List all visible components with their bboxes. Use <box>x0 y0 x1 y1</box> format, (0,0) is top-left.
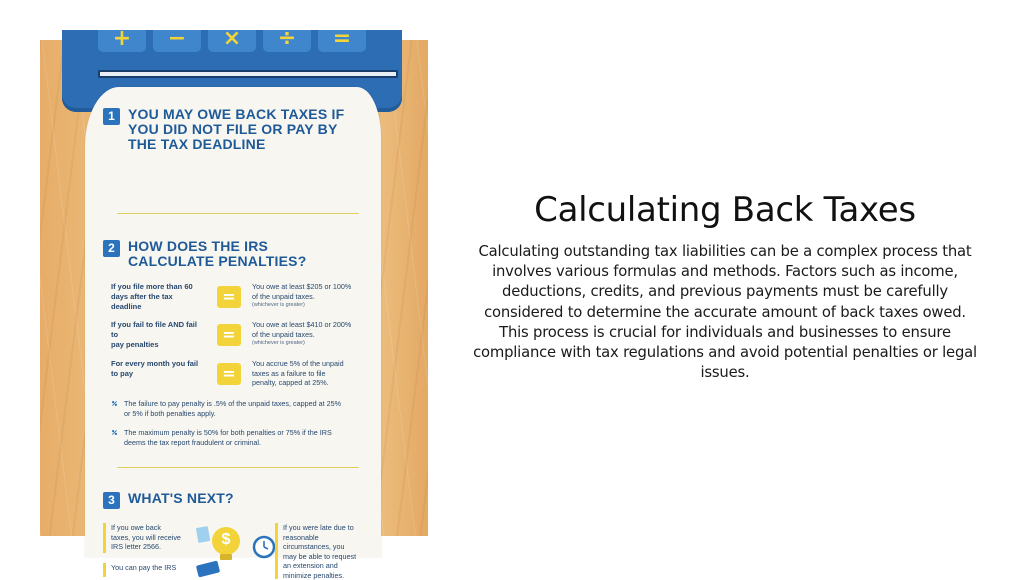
section-divider <box>117 467 359 468</box>
penalty-condition: If you fail to file AND fail to pay penalties <box>111 320 197 349</box>
slide-title: Calculating Back Taxes <box>534 190 916 230</box>
penalty-bullet <box>111 428 369 447</box>
next-step-extension <box>275 523 356 579</box>
next-step-pay <box>103 563 176 577</box>
penalty-result: You accrue 5% of the unpaid taxes as a failure to file penalty, capped at 25%. <box>252 359 344 387</box>
penalty-row <box>111 359 369 399</box>
penalty-condition: For every month you fail to pay <box>111 359 199 378</box>
section-1-heading <box>103 107 344 152</box>
section-2-number: 2 <box>103 240 120 257</box>
penalty-result <box>252 282 372 309</box>
dollar-icon: $ <box>221 531 231 548</box>
next-step-letter <box>103 523 181 553</box>
percent-icon <box>111 400 118 407</box>
penalty-result <box>252 320 372 347</box>
section-1-title: YOU MAY OWE BACK TAXES IF YOU DID NOT FILE OR PAY BY THE TAX DEADLINE <box>128 106 345 152</box>
next-step-text: You can pay the IRS <box>111 563 177 572</box>
minus-key: − <box>153 30 201 52</box>
yellow-bar <box>103 563 106 577</box>
section-1-number: 1 <box>103 108 120 125</box>
equals-icon: = <box>217 324 241 346</box>
section-divider <box>117 213 359 214</box>
bullet-text: The failure to pay penalty is .5% of the unpaid taxes, capped at 25% or 5% if both penalties apply. <box>124 399 341 418</box>
equals-key: = <box>318 30 366 52</box>
section-3-heading <box>103 491 234 509</box>
penalty-note: (whichever is greater) <box>252 340 305 346</box>
divide-key: ÷ <box>263 30 311 52</box>
calculator-paper-slot <box>98 70 398 78</box>
penalty-row <box>111 320 369 360</box>
penalty-result-text: You owe at least $410 or 200% of the unpaid taxes. <box>252 320 352 339</box>
penalty-result-text: You owe at least $205 or 100% of the unpaid taxes. <box>252 282 352 301</box>
next-step-text: If you owe back taxes, you will receive IRS letter 2566. <box>111 523 181 551</box>
next-step-text: If you were late due to reasonable circumstances, you may be able to request an extension and minimize penalties. <box>283 523 357 580</box>
penalty-note: (whichever is greater) <box>252 302 305 308</box>
percent-icon <box>111 429 118 436</box>
section-2-heading <box>103 239 306 269</box>
section-2-title: HOW DOES THE IRS CALCULATE PENALTIES? <box>128 238 307 269</box>
penalty-bullet <box>111 399 369 418</box>
bullet-text: The maximum penalty is 50% for both penalties or 75% if the IRS deems the tax report fraudulent or criminal. <box>124 428 332 447</box>
yellow-bar <box>275 523 278 579</box>
section-3-number: 3 <box>103 492 120 509</box>
tax-infographic <box>40 26 428 580</box>
calculator-keys <box>98 26 398 52</box>
penalty-row <box>111 282 369 322</box>
section-3-title: WHAT'S NEXT? <box>128 490 234 506</box>
plus-key: + <box>98 30 146 52</box>
penalty-condition: If you file more than 60 days after the tax deadline <box>111 282 193 311</box>
yellow-bar <box>103 523 106 553</box>
equals-icon: = <box>217 363 241 385</box>
multiply-key: × <box>208 30 256 52</box>
equals-icon: = <box>217 286 241 308</box>
slide-body-text: Calculating outstanding tax liabilities can be a complex process that involves various formulas and methods. Factors such as income, deductions, credits, and previous payments must be carefully considered to determine the accurate amount of back taxes owed. This process is crucial for individuals and businesses to ensure compliance with tax regulations and avoid potential penalties or legal issues. <box>473 243 977 382</box>
receipt-paper <box>85 87 381 580</box>
